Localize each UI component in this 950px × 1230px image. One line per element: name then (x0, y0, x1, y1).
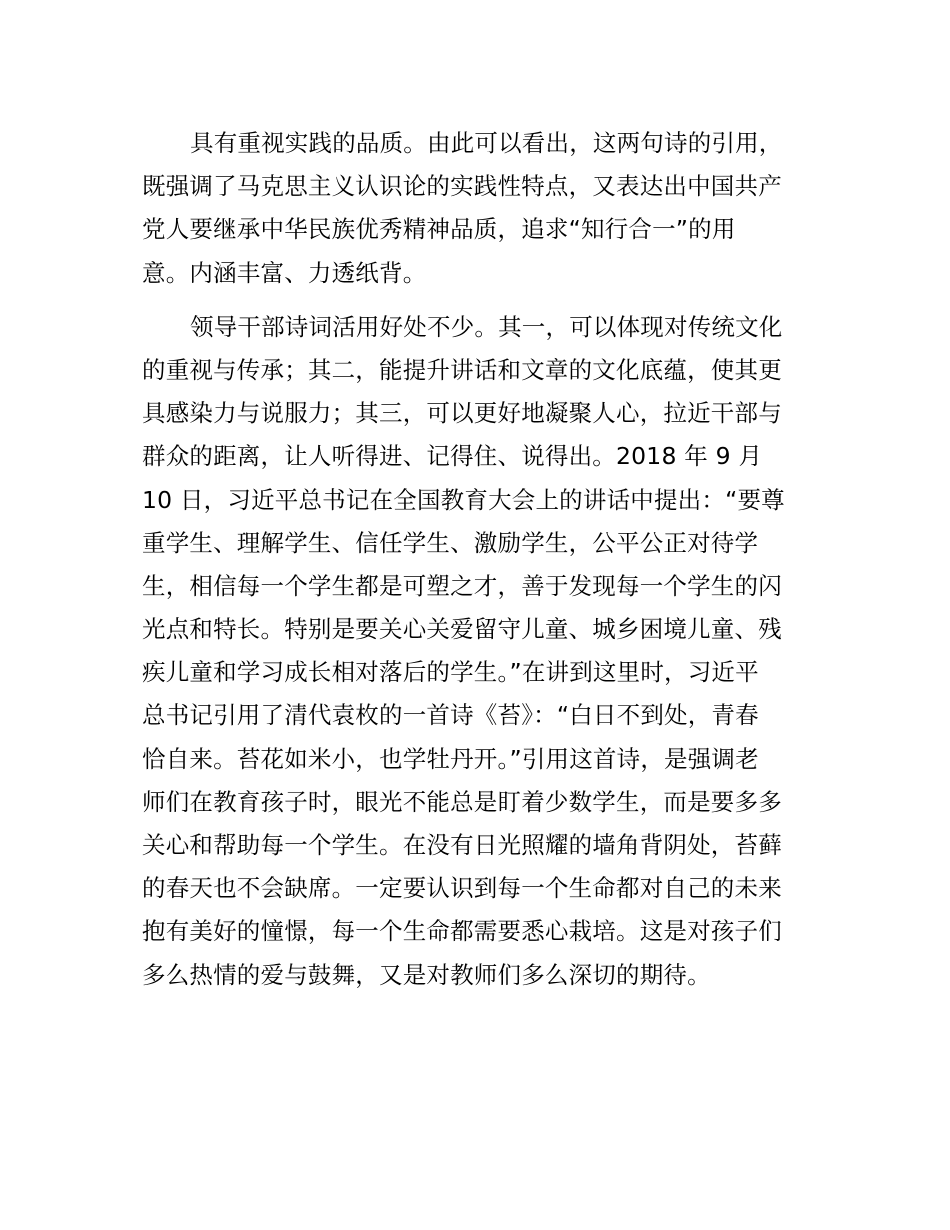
document-page (142, 122, 812, 1008)
text-line: 领导干部诗词活用好处不少。其一，可以体现对传统文化 (190, 312, 783, 341)
text-line: 具感染力与说服力；其三，可以更好地凝聚人心，拉近干部与 (142, 399, 782, 428)
text-line: 10 日，习近平总书记在全国教育大会上的讲话中提出：“要尊 (142, 485, 785, 514)
text-line: 恰自来。苔花如米小，也学牡丹开。”引用这首诗，是强调老 (142, 744, 759, 773)
text-line: 多么热情的爱与鼓舞，又是对教师们多么深切的期待。 (142, 960, 711, 989)
paragraph-2 (142, 306, 812, 997)
text-line: 关心和帮助每一个学生。在没有日光照耀的墙角背阴处，苔藓 (142, 831, 782, 859)
text-line: 生，相信每一个学生都是可塑之才，善于发现每一个学生的闪 (142, 571, 782, 600)
paragraph-1 (142, 122, 812, 295)
text-line: 意。内涵丰富、力透纸背。 (142, 258, 427, 287)
text-line: 重学生、理解学生、信任学生、激励学生，公平公正对待学 (142, 528, 759, 557)
text-line: 群众的距离，让人听得进、记得住、说得出。2018 年 9 月 (142, 442, 763, 471)
text-line: 的重视与传承；其二，能提升讲话和文章的文化底蕴，使其更 (142, 355, 782, 384)
text-line: 具有重视实践的品质。由此可以看出，这两句诗的引用， (190, 129, 783, 157)
text-line: 既强调了马克思主义认识论的实践性特点，又表达出中国共产 (142, 172, 782, 201)
text-line: 的春天也不会缺席。一定要认识到每一个生命都对自己的未来 (142, 874, 782, 903)
text-line: 党人要继承中华民族优秀精神品质，追求“知行合一”的用 (142, 215, 736, 244)
text-line: 抱有美好的憧憬，每一个生命都需要悉心栽培。这是对孩子们 (142, 917, 782, 946)
text-line: 师们在教育孩子时，眼光不能总是盯着少数学生，而是要多多 (142, 787, 782, 816)
text-line: 总书记引用了清代袁枚的一首诗《苔》：“白日不到处，青春 (142, 701, 759, 730)
text-line: 光点和特长。特别是要关心关爱留守儿童、城乡困境儿童、残 (142, 615, 782, 644)
text-line: 疾儿童和学习成长相对落后的学生。”在讲到这里时，习近平 (142, 658, 759, 687)
